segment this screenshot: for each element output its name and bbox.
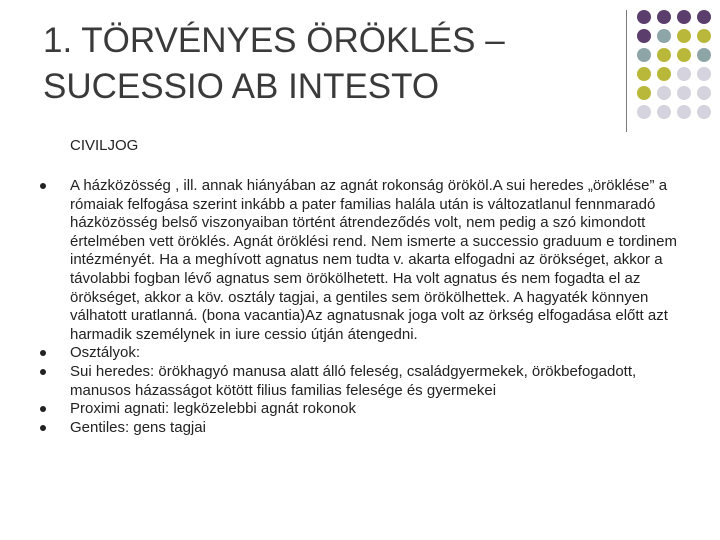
slide-title [43, 18, 603, 110]
decorative-dot [697, 105, 711, 119]
decorative-dot [677, 48, 691, 62]
decorative-dot [697, 29, 711, 43]
decorative-dot [637, 10, 651, 24]
list-item [40, 344, 680, 363]
list-item [40, 400, 680, 419]
slide-subtitle: CIVILJOG [70, 137, 139, 154]
list-item-text: Osztályok: [70, 344, 141, 362]
bullet-list [40, 177, 680, 437]
decorative-dot [637, 48, 651, 62]
divider-line [626, 10, 627, 132]
list-item [40, 177, 680, 344]
decorative-dot [677, 29, 691, 43]
decorative-dot [657, 105, 671, 119]
list-item [40, 363, 680, 400]
slide-title-line-1: 1. TÖRVÉNYES ÖRÖKLÉS – [43, 21, 505, 60]
decorative-dot [697, 86, 711, 100]
decorative-dot [637, 29, 651, 43]
decorative-dot [697, 48, 711, 62]
bullet-icon [40, 369, 46, 375]
list-item-text: Gentiles: gens tagjai [70, 418, 206, 436]
decorative-dot [657, 86, 671, 100]
decorative-dot [637, 105, 651, 119]
decorative-dot [657, 10, 671, 24]
decorative-dot [697, 10, 711, 24]
list-item [40, 419, 680, 438]
list-item-text: Proximi agnati: legközelebbi agnát rokonok [70, 400, 357, 418]
bullet-icon [40, 406, 46, 412]
decorative-dot [657, 48, 671, 62]
decorative-dot [637, 67, 651, 81]
decorative-dot [677, 10, 691, 24]
dot-grid-decoration [637, 10, 711, 119]
bullet-icon [40, 425, 46, 431]
list-item-text: A házközösség , ill. annak hiányában az agnát rokonság örököl.A sui heredes „öröklése” a rómaiak felfogása szerint inkább a pater familias halála után is változatlanul fennmaradó házközösség belső viszonyaiban történt átrendeződés volt, nem pedig a szó kimondott értelmében vett öröklés. Agnát öröklési rend. Nem ismerte a successio graduum e tordinem intézményét. Ha a meghívott agnatus nem tudta v. akarta elfogadni az örökséget, akkor a távolabbi fogban lévő agnatus sem örökölhetett. Ha volt agnatus és nem fogadta el az örökséget, akkor a köv. osztály tagjai, a gentiles sem örökölhettek. A hagyaték könnyen válhatott uratlanná. (bona vacantia)Az agnatusnak joga volt az örkség elfogadása előtt azt harmadik személynek in iure cessio útján átengedni. [70, 177, 677, 343]
decorative-dot [697, 67, 711, 81]
bullet-icon [40, 183, 46, 189]
decorative-dot [657, 67, 671, 81]
decorative-dot [677, 67, 691, 81]
decorative-dot [677, 86, 691, 100]
list-item-text: Sui heredes: örökhagyó manusa alatt álló feleség, családgyermekek, örökbefogadott, manusos házasságot kötött filius familias felesége és gyermekei [70, 362, 637, 399]
bullet-icon [40, 350, 46, 356]
decorative-dot [677, 105, 691, 119]
slide-title-line-2: SUCESSIO AB INTESTO [43, 67, 440, 106]
decorative-dot [657, 29, 671, 43]
decorative-dot [637, 86, 651, 100]
